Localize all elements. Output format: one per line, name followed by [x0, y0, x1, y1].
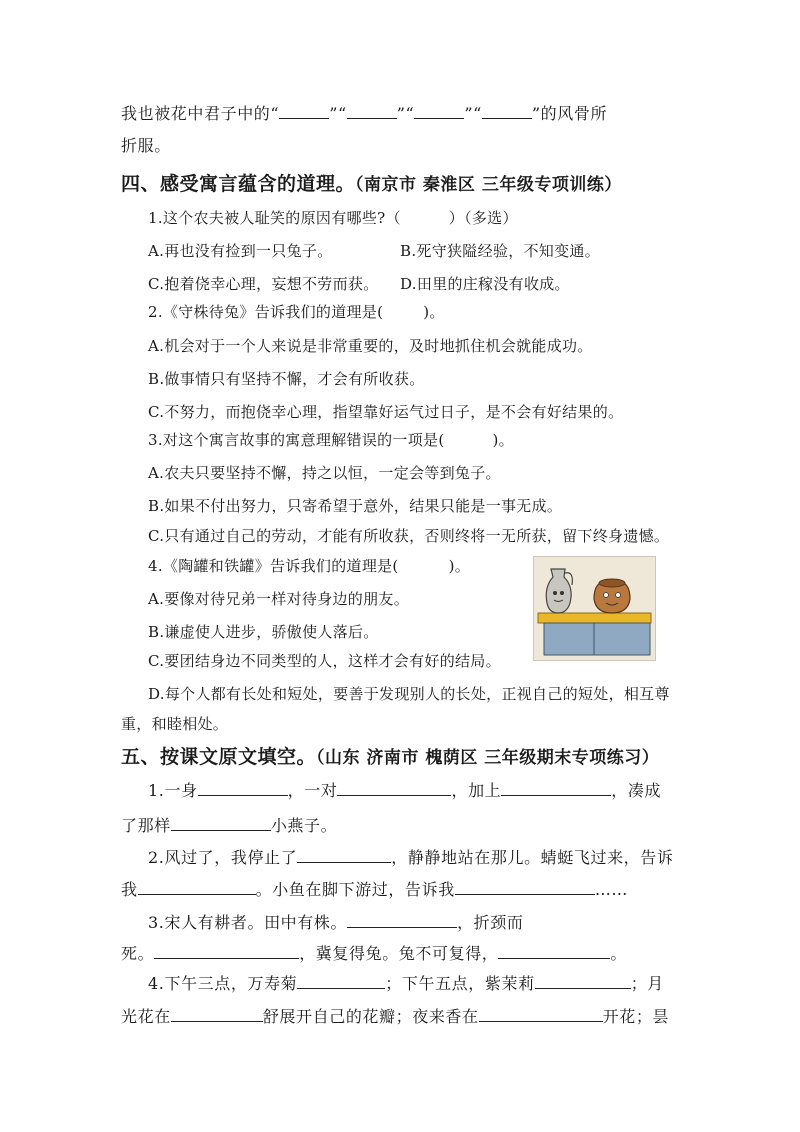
- question-text: )。: [492, 431, 514, 449]
- fill-text: ；月: [630, 974, 664, 993]
- option-3c: C.只有通过自己的劳动，才能有所收获，否则终将一无所获，留下终身遗憾。: [148, 527, 670, 545]
- section-5-title: 五、按课文原文填空。: [121, 746, 317, 768]
- option-4b: B.谦虚使人进步，骄傲使人落后。: [148, 623, 379, 641]
- blank-field[interactable]: [297, 973, 385, 989]
- intro-text: ”“: [396, 104, 415, 123]
- fill-text: 了那样: [121, 816, 171, 835]
- blank-field[interactable]: [347, 912, 457, 928]
- blank-field[interactable]: [498, 943, 610, 959]
- blank-field[interactable]: [279, 103, 329, 119]
- fill-3-line2: [121, 943, 627, 964]
- option-4a: A.要像对待兄弟一样对待身边的朋友。: [148, 590, 410, 608]
- blank-field[interactable]: [297, 847, 391, 863]
- intro-text: 我也被花中君子中的“: [121, 104, 280, 123]
- question-text: 3.对这个寓言故事的寓意理解错误的一项是(: [148, 431, 445, 449]
- intro-text: ”“: [329, 104, 347, 123]
- option-1d: D.田里的庄稼没有收成。: [400, 275, 570, 293]
- fill-text: 。小鱼在脚下游过，告诉我: [255, 880, 455, 899]
- clay-and-iron-pot-image: [534, 557, 655, 660]
- section-5-heading: [121, 745, 659, 770]
- section-4-source: （南京市 秦淮区 三年级专项训练）: [355, 175, 622, 195]
- fill-text: 死。: [121, 944, 155, 963]
- fill-text: ，冀复得兔。兔不可复得，: [299, 944, 499, 963]
- question-text: 2.《守株待兔》告诉我们的道理是(: [148, 303, 384, 321]
- blank-field[interactable]: [154, 943, 299, 959]
- option-1a: A.再也没有捡到一只兔子。: [148, 242, 333, 260]
- fill-text: 我: [121, 880, 138, 899]
- fill-2-line2: [121, 879, 628, 900]
- intro-line-1: [121, 103, 607, 124]
- option-3a: A.农夫只要坚持不懈，持之以恒，一定会等到兔子。: [148, 464, 501, 482]
- blank-field[interactable]: [347, 103, 397, 119]
- fill-text: 3.宋人有耕者。田中有株。: [148, 913, 348, 932]
- blank-field[interactable]: [138, 879, 256, 895]
- option-4d-line1: D.每个人都有长处和短处，要善于发现别人的长处，正视自己的短处，相互尊: [148, 685, 670, 703]
- option-2a: A.机会对于一个人来说是非常重要的，及时地抓住机会就能成功。: [148, 337, 593, 355]
- fill-text: ，折颈而: [457, 913, 524, 932]
- fill-text: 。: [610, 944, 628, 963]
- fill-2-line1: [148, 847, 673, 868]
- blank-field[interactable]: [171, 815, 271, 831]
- option-2c: C.不努力，而抱侥幸心理，指望靠好运气过日子，是不会有好结果的。: [148, 403, 624, 421]
- blank-field[interactable]: [479, 1006, 603, 1022]
- blank-field[interactable]: [501, 780, 611, 796]
- fill-text: 开花；昙: [602, 1007, 670, 1026]
- fill-text: 1.一身: [148, 781, 198, 800]
- blank-field[interactable]: [337, 780, 451, 796]
- blank-field[interactable]: [482, 103, 532, 119]
- blank-field[interactable]: [171, 1006, 263, 1022]
- fill-1-line1: [148, 780, 661, 801]
- question-3-stem: [148, 430, 514, 450]
- section-4-title: 四、感受寓言蕴含的道理。: [121, 173, 356, 195]
- fill-text: ，凑成: [611, 781, 662, 800]
- section-4-heading: [121, 172, 622, 197]
- option-1b: B.死守狭隘经验，不知变通。: [400, 242, 600, 260]
- option-1c: C.抱着侥幸心理，妄想不劳而获。: [148, 275, 379, 293]
- fill-4-line2: [121, 1006, 669, 1027]
- question-text: )。: [448, 557, 471, 575]
- fill-4-line1: [148, 973, 664, 994]
- fill-text: 舒展开自己的花瓣；夜来香在: [262, 1007, 479, 1026]
- question-1-stem: [148, 208, 518, 228]
- question-text: 4.《陶罐和铁罐》告诉我们的道理是(: [148, 557, 399, 575]
- pots-illustration: [533, 556, 656, 661]
- blank-field[interactable]: [414, 103, 464, 119]
- fill-text: 2.风过了，我停止了: [148, 848, 298, 867]
- fill-text: 4.下午三点，万寿菊: [148, 974, 298, 993]
- question-2-stem: [148, 302, 445, 322]
- blank-field[interactable]: [535, 973, 631, 989]
- question-text: )。: [423, 303, 445, 321]
- fill-text: 小燕子。: [270, 816, 338, 835]
- fill-text: ，静静地站在那儿。蜻蜓飞过来，告诉: [391, 848, 674, 867]
- intro-text: ”“: [464, 104, 482, 123]
- fill-1-line2: [121, 815, 337, 836]
- fill-text: 光花在: [121, 1007, 171, 1026]
- question-text: ）（多选）: [448, 209, 518, 227]
- option-4c: C.要团结身边不同类型的人，这样才会有好的结局。: [148, 652, 501, 670]
- question-text: 1.这个农夫被人耻笑的原因有哪些?（: [148, 209, 401, 227]
- intro-line-2: 折服。: [121, 136, 171, 155]
- section-5-source: （山东 济南市 槐荫区 三年级期末专项练习）: [316, 748, 660, 768]
- option-2b: B.做事情只有坚持不懈，才会有所收获。: [148, 370, 425, 388]
- blank-field[interactable]: [455, 879, 595, 895]
- fill-text: ，一对: [287, 781, 338, 800]
- fill-text: ；下午五点，紫茉莉: [385, 974, 535, 993]
- option-3b: B.如果不付出努力，只寄希望于意外，结果只能是一事无成。: [148, 497, 563, 515]
- option-4d-line2: 重，和睦相处。: [121, 715, 229, 733]
- question-4-stem: [148, 556, 470, 576]
- intro-text: ”的风骨所: [531, 104, 608, 123]
- fill-text: ……: [594, 880, 629, 899]
- fill-text: ，加上: [451, 781, 502, 800]
- blank-field[interactable]: [198, 780, 288, 796]
- fill-3-line1: [148, 912, 523, 933]
